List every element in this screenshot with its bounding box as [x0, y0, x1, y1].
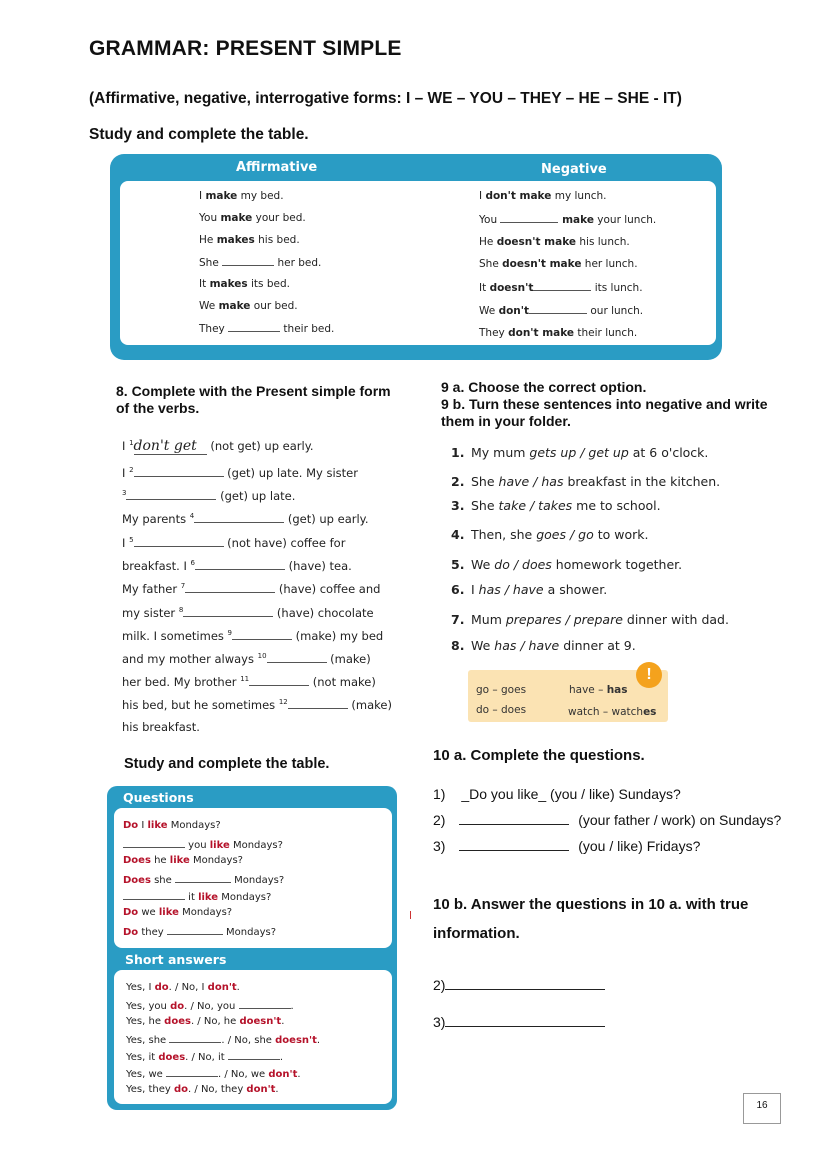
page-number: 16	[743, 1093, 781, 1124]
negative-auxiliary: doesn't	[275, 1035, 317, 1046]
sentence-start: My mum	[471, 445, 530, 460]
question-blank[interactable]	[123, 890, 185, 900]
question-row	[123, 890, 271, 903]
object: its lunch.	[591, 282, 643, 295]
exercise-9-line	[451, 582, 607, 597]
question-blank[interactable]	[123, 838, 185, 848]
auxiliary: Does	[123, 855, 151, 866]
subject: it	[185, 892, 199, 903]
tip-watch: watch – watch	[568, 706, 644, 718]
affirmative-row	[199, 278, 290, 290]
sentence-end: to work.	[593, 527, 649, 542]
sentence-start: We	[471, 638, 495, 653]
sentence-start: breakfast. I	[122, 559, 191, 573]
exercise-8-line	[122, 606, 374, 620]
auxiliary: Does	[123, 875, 151, 886]
subject: We	[479, 305, 499, 317]
no-part: . / No, I	[168, 982, 208, 993]
verb-blank[interactable]	[167, 925, 223, 935]
item-number: 9	[227, 629, 233, 638]
object: her bed.	[274, 257, 322, 269]
subject: They	[479, 326, 509, 339]
sentence-end: at 6 o'clock.	[628, 445, 709, 460]
subject: You	[199, 212, 221, 224]
verb: makes	[216, 234, 255, 246]
subject: He	[479, 235, 497, 248]
item-number: 2	[129, 466, 134, 475]
verb-prompt: (get) up late.	[216, 489, 296, 503]
yes-part: Yes, we	[126, 1069, 167, 1080]
question-2-blank[interactable]	[459, 812, 569, 825]
auxiliary: Do	[123, 927, 139, 938]
sentence-start: her bed. My brother	[122, 675, 241, 689]
exercise-9-line	[451, 474, 720, 489]
answer-2	[433, 977, 605, 993]
item-number: 5.	[451, 557, 465, 572]
option-choice[interactable]: do / does	[494, 557, 552, 572]
answer-3	[433, 1014, 605, 1030]
short-answer-row	[126, 982, 240, 993]
short-answers-header: Short answers	[125, 952, 227, 967]
subject: They	[199, 323, 229, 335]
affirmative-header: Affirmative	[236, 160, 318, 175]
item-number: 4.	[451, 527, 465, 542]
object: my lunch.	[551, 190, 607, 202]
object: Mondays?	[178, 907, 233, 918]
sentence-start: My father	[122, 582, 181, 596]
sentence-start: We	[471, 557, 495, 572]
sentence-start: Then, she	[471, 527, 537, 542]
exercise-8-line	[122, 698, 392, 712]
item-number: 7.	[451, 612, 465, 627]
object: Mondays?	[218, 892, 272, 903]
tip-es: es	[643, 706, 657, 718]
exercise-8-line	[122, 720, 200, 734]
negative-auxiliary: don't	[207, 982, 237, 993]
period: .	[236, 982, 240, 993]
sentence-end: homework together.	[551, 557, 683, 572]
tip-have-has	[569, 684, 628, 696]
short-answer-row	[126, 1067, 301, 1080]
sentence-start: I	[122, 466, 130, 480]
option-choice[interactable]: take / takes	[498, 498, 573, 513]
subject: she	[150, 875, 175, 886]
negative-auxiliary: don't	[246, 1084, 276, 1095]
affirmative-row	[199, 256, 321, 269]
exercise-9a-heading: 9 a. Choose the correct option.	[441, 379, 647, 395]
negative-row	[479, 281, 643, 294]
affirmative-row	[199, 300, 298, 312]
object: Mondays?	[167, 820, 221, 831]
yes-part: Yes, I	[126, 982, 155, 993]
subject: She	[199, 257, 223, 269]
object: my bed.	[237, 190, 284, 202]
exercise-8-line	[122, 489, 295, 503]
yes-part: Yes, you	[126, 1001, 171, 1012]
verb: make	[205, 190, 238, 202]
question-3-blank[interactable]	[459, 838, 569, 851]
object: Mondays?	[230, 875, 285, 886]
exercise-8-line	[122, 629, 383, 643]
exercise-9-line	[451, 557, 682, 572]
tip-go-goes: go – goes	[476, 684, 527, 696]
object: your bed.	[252, 212, 306, 224]
subject: I	[138, 820, 148, 831]
verb-answer-blank[interactable]	[194, 513, 284, 523]
period: .	[316, 1035, 321, 1046]
yes-part: Yes, they	[126, 1084, 175, 1095]
answer-blank[interactable]	[166, 1067, 218, 1077]
option-choice[interactable]: has / have	[494, 638, 560, 653]
verb: make	[218, 300, 251, 312]
answer-3-blank[interactable]	[445, 1014, 605, 1027]
subject: He	[199, 234, 217, 246]
sentence-end: breakfast in the kitchen.	[563, 474, 721, 489]
verb-prompt: (make)	[347, 698, 392, 712]
object: its bed.	[247, 278, 290, 290]
item-number: 6.	[451, 582, 465, 597]
object: his lunch.	[576, 235, 630, 248]
question-2	[433, 812, 781, 828]
verb: makes	[209, 278, 248, 290]
auxiliary: do	[170, 1001, 185, 1012]
verb-answer-blank[interactable]	[183, 607, 273, 617]
sentence-start: his bed, but he sometimes	[122, 698, 279, 712]
item-number: 10	[257, 652, 267, 661]
negative-row	[479, 327, 637, 339]
negative-row	[479, 236, 630, 248]
subject: you	[185, 840, 210, 851]
verb-blank[interactable]	[175, 873, 231, 883]
verb: make	[558, 213, 594, 226]
negative-verb: doesn't	[489, 282, 534, 295]
negative-verb: doesn't make	[502, 258, 582, 271]
instruction-study-table-2: Study and complete the table.	[124, 756, 330, 772]
object: Mondays?	[189, 855, 243, 866]
exercise-10b-heading: 10 b. Answer the questions in 10 a. with true information.	[433, 896, 749, 942]
verb-prompt: (get) up late. My sister	[223, 466, 358, 480]
verb-answer-blank[interactable]	[126, 490, 216, 500]
subject: It	[199, 278, 210, 290]
auxiliary: does	[158, 1052, 186, 1063]
verb-prompt: (have) coffee and	[275, 582, 381, 596]
negative-row	[479, 258, 638, 270]
subject: he	[150, 855, 170, 866]
exercise-9-line	[451, 445, 708, 460]
verb-prompt: (not make)	[309, 675, 376, 689]
verb-prompt: (not have) coffee for	[223, 536, 346, 550]
short-answer-row	[126, 999, 294, 1012]
exercise-8-line	[122, 559, 352, 573]
exercise-8-heading: 8. Complete with the Present simple form of the verbs.	[116, 383, 391, 416]
affirmative-row	[199, 234, 300, 246]
verb-answer-blank[interactable]	[195, 560, 285, 570]
verb-answer-blank[interactable]	[134, 537, 224, 547]
verb-blank[interactable]	[533, 281, 591, 291]
subject: I	[199, 190, 206, 202]
verb-blank[interactable]	[529, 304, 587, 314]
margin-mark	[410, 911, 411, 919]
auxiliary: does	[164, 1016, 191, 1027]
answer-2-blank[interactable]	[445, 977, 605, 990]
verb-answer-blank[interactable]	[134, 467, 224, 477]
negative-verb: doesn't make	[496, 235, 577, 248]
object: their bed.	[280, 323, 335, 335]
sentence-end: me to school.	[572, 498, 661, 513]
short-answer-row	[126, 1084, 279, 1095]
negative-blank[interactable]	[500, 213, 558, 223]
verb-prompt: (get) up early.	[284, 512, 369, 526]
option-choice[interactable]: prepares / prepare	[505, 612, 623, 627]
short-answer-row	[126, 1033, 320, 1046]
item-number: 1.	[451, 445, 465, 460]
tip-do-does: do – does	[476, 704, 527, 716]
item-number: 8	[178, 606, 184, 615]
question-2-number: 2)	[433, 812, 446, 828]
verb-answer-blank[interactable]	[249, 676, 309, 686]
negative-auxiliary: doesn't	[239, 1016, 282, 1027]
no-part: . / No, they	[188, 1084, 247, 1095]
item-number: 7	[180, 582, 186, 591]
object: his bed.	[254, 234, 300, 246]
exclamation-icon: !	[636, 662, 662, 688]
verb: make	[220, 212, 253, 224]
sentence-start: his breakfast.	[122, 720, 200, 734]
yes-part: Yes, it	[126, 1052, 159, 1063]
question-row	[123, 907, 232, 918]
subject: She	[479, 258, 503, 271]
tip-have: have –	[569, 684, 607, 696]
short-answer-row	[126, 1016, 284, 1027]
exercise-8-line	[122, 582, 380, 596]
verb-prompt: (have) tea.	[284, 559, 352, 573]
verb-answer-blank[interactable]	[232, 630, 292, 640]
answer-blank[interactable]	[228, 1050, 280, 1060]
sentence-start: milk. I sometimes	[122, 629, 228, 643]
auxiliary: do	[174, 1084, 189, 1095]
period: .	[275, 1084, 279, 1095]
handwritten-answer[interactable]: don't get	[134, 438, 207, 455]
item-number: 5	[129, 536, 134, 545]
questions-header: Questions	[123, 790, 194, 805]
negative-auxiliary: don't	[268, 1069, 298, 1080]
item-number: 1	[129, 439, 134, 448]
object: her lunch.	[581, 258, 638, 271]
verb-prompt: (have) chocolate	[273, 606, 374, 620]
object: our lunch.	[587, 305, 644, 317]
answer-blank[interactable]	[169, 1033, 221, 1043]
negative-row	[479, 213, 656, 226]
short-answer-row	[126, 1050, 283, 1063]
subject: It	[479, 282, 490, 295]
sentence-start: She	[471, 474, 499, 489]
period: .	[297, 1069, 301, 1080]
item-number: 2.	[451, 474, 465, 489]
verb-blank[interactable]	[228, 322, 280, 332]
question-row	[123, 873, 284, 886]
yes-part: Yes, he	[126, 1016, 165, 1027]
question-row	[123, 855, 243, 866]
verb-answer-blank[interactable]	[267, 653, 327, 663]
negative-row	[479, 190, 607, 202]
exercise-9-line	[451, 498, 661, 513]
object: Mondays?	[229, 840, 283, 851]
verb-prompt: (make)	[326, 652, 371, 666]
question-2-text: (your father / work) on Sundays?	[578, 812, 782, 828]
exercise-10a-heading: 10 a. Complete the questions.	[433, 747, 645, 764]
question-3-text: (you / like) Fridays?	[578, 838, 701, 854]
exercise-8-line	[122, 675, 376, 689]
object: their lunch.	[574, 326, 638, 339]
no-part: . / No, she	[221, 1035, 276, 1046]
sentence-end: a shower.	[543, 582, 608, 597]
negative-row	[479, 304, 643, 317]
option-choice[interactable]: have / has	[498, 474, 564, 489]
option-choice[interactable]: goes / go	[536, 527, 594, 542]
exercise-8-line	[122, 536, 345, 550]
subtitle: (Affirmative, negative, interrogative forms: I – WE – YOU – THEY – HE – SHE - IT)	[89, 90, 682, 107]
exercise-8-line	[122, 512, 368, 526]
negative-verb: don't make	[508, 326, 575, 339]
exercise-9-line	[451, 612, 729, 627]
exercise-9-line	[451, 638, 636, 653]
sentence-start: my sister	[122, 606, 179, 620]
subject: You	[479, 213, 501, 226]
question-row	[123, 820, 221, 831]
option-choice[interactable]: has / have	[478, 582, 544, 597]
auxiliary: do	[154, 982, 169, 993]
object: your lunch.	[593, 213, 657, 226]
question-3	[433, 838, 700, 854]
sentence-end: dinner with dad.	[622, 612, 729, 627]
answer-2-number: 2)	[433, 977, 446, 993]
subject: We	[199, 300, 219, 312]
object: Mondays?	[222, 927, 277, 938]
period: .	[281, 1016, 285, 1027]
question-1	[433, 786, 681, 802]
negative-verb: don't	[498, 305, 530, 317]
tip-watch-watches	[568, 706, 656, 718]
period: .	[290, 1001, 294, 1012]
no-part: . / No, we	[218, 1069, 269, 1080]
sentence-start: I	[122, 536, 130, 550]
question-row	[123, 838, 283, 851]
answer-3-number: 3)	[433, 1014, 446, 1030]
subject: we	[138, 907, 159, 918]
period: .	[279, 1052, 284, 1063]
verb: like	[198, 892, 219, 903]
verb: like	[169, 855, 190, 866]
negative-header: Negative	[541, 162, 607, 177]
tip-has: has	[606, 684, 628, 696]
question-3-number: 3)	[433, 838, 446, 854]
verb-prompt: (not get) up early.	[206, 439, 314, 453]
verb-prompt: (make) my bed	[292, 629, 384, 643]
exercise-9-line	[451, 527, 648, 542]
exercise-8-line	[122, 438, 314, 454]
verb-answer-blank[interactable]	[288, 699, 348, 709]
exercise-9b-heading: 9 b. Turn these sentences into negative and write them in your folder.	[441, 396, 768, 429]
subject: I	[479, 190, 486, 202]
sentence-end: dinner at 9.	[559, 638, 636, 653]
sentence-start: My parents	[122, 512, 190, 526]
object: our bed.	[250, 300, 298, 312]
auxiliary: Do	[123, 907, 139, 918]
affirmative-row	[199, 190, 284, 202]
no-part: . / No, it	[185, 1052, 228, 1063]
subject: they	[138, 927, 167, 938]
answer-blank[interactable]	[239, 999, 291, 1009]
item-number: 3.	[451, 498, 465, 513]
option-choice[interactable]: gets up / get up	[529, 445, 629, 460]
auxiliary: Do	[123, 820, 139, 831]
verb: like	[147, 820, 168, 831]
verb-blank[interactable]	[222, 256, 274, 266]
no-part: . / No, you	[184, 1001, 239, 1012]
item-number: 11	[240, 675, 250, 684]
question-1-number: 1)	[433, 786, 446, 802]
affirmative-row	[199, 212, 306, 224]
exercise-9-heading	[441, 379, 781, 430]
sentence-start: I	[471, 582, 479, 597]
sentence-start: and my mother always	[122, 652, 258, 666]
exercise-8-line	[122, 652, 371, 666]
page-title: GRAMMAR: PRESENT SIMPLE	[89, 37, 402, 60]
question-1-text: _Do you like_ (you / like) Sundays?	[461, 786, 681, 802]
sentence-start: Mum	[471, 612, 506, 627]
exercise-8-line	[122, 466, 358, 480]
yes-part: Yes, she	[126, 1035, 170, 1046]
item-number: 3	[122, 489, 127, 498]
negative-verb: don't make	[485, 190, 552, 202]
item-number: 12	[278, 698, 288, 707]
instruction-study-table: Study and complete the table.	[89, 126, 309, 143]
sentence-start: She	[471, 498, 499, 513]
verb: like	[158, 907, 179, 918]
question-row	[123, 925, 276, 938]
no-part: . / No, he	[190, 1016, 240, 1027]
item-number: 8.	[451, 638, 465, 653]
affirmative-row	[199, 322, 334, 335]
sentence-start: I	[122, 439, 130, 453]
verb: like	[209, 840, 230, 851]
item-number: 6	[190, 559, 195, 568]
verb-answer-blank[interactable]	[185, 583, 275, 593]
item-number: 4	[189, 512, 195, 521]
